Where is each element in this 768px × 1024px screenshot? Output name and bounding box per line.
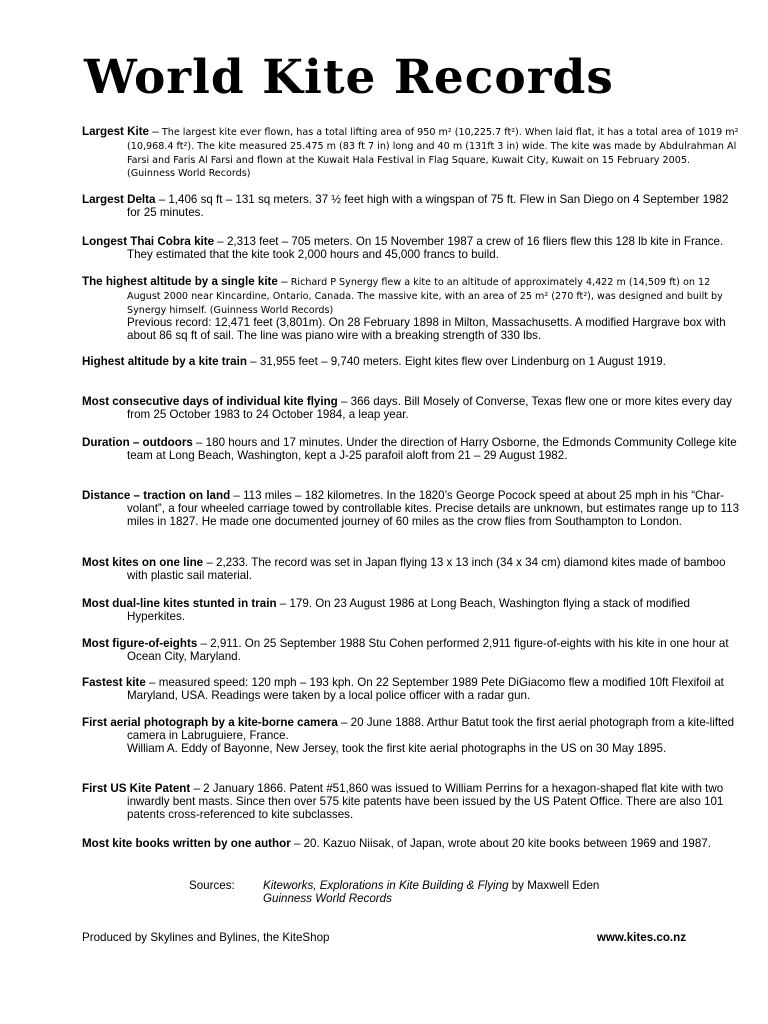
record-heading: Highest altitude by a kite train [82, 355, 247, 368]
record-heading: Most consecutive days of individual kite flying [82, 395, 338, 408]
record-text: 31,955 feet – 9,740 meters. Eight kites flew over Lindenburg on 1 August 1919. [259, 355, 666, 368]
record-heading: Most kites on one line [82, 556, 204, 569]
record-separator: – [290, 837, 304, 850]
record-extra-text: William A. Eddy of Bayonne, New Jersey, took the first kite aerial photographs in the US on 30 May 1895. [127, 741, 667, 755]
record-text: 179. On 23 August 1986 at Long Beach, Washington flying a stack of modified Hyperkites. [127, 597, 690, 623]
record-separator: – [214, 235, 227, 248]
record-entry [82, 557, 741, 583]
record-entry [82, 717, 741, 755]
sources-list [263, 880, 599, 906]
record-entry [82, 276, 741, 343]
record-text: 20 June 1888. Arthur Batut took the first aerial photograph from a kite-lifted camera in Labruguiere, France. [127, 716, 735, 742]
source-author: by Maxwell Eden [508, 879, 600, 892]
record-separator: – [190, 782, 204, 795]
record-text: 1,406 sq ft – 131 sq meters. 37 ½ feet high with a wingspan of 75 ft. Flew in San Diego on 4 September 1982 for 25 minutes. [127, 193, 729, 219]
source-book-title: Guinness World Records [263, 891, 392, 905]
record-entry [82, 490, 741, 528]
record-heading: Most figure-of-eights [82, 637, 198, 650]
record-extra-text: Previous record: 12,471 feet (3,801m). On 28 February 1898 in Milton, Massachusetts. A modified Hargrave box with about 86 sq ft of sail. The line was piano wire with a breaking strength of 330 lbs. [127, 316, 726, 343]
record-entry [82, 356, 741, 369]
record-entry [82, 236, 741, 262]
record-text: measured speed: 120 mph – 193 kph. On 22 September 1989 Pete DiGiacomo flew a modified 10ft Flexifoil at Maryland, USA. Readings were taken by a local police officer with a radar gun. [127, 676, 724, 702]
record-separator: – [192, 436, 206, 449]
record-text: 366 days. Bill Mosely of Converse, Texas flew one or more kites every day from 25 October 1983 to 24 October 1984, a leap year. [127, 395, 732, 421]
record-text: 2,911. On 25 September 1988 Stu Cohen performed 2,911 figure-of-eights with his kite in one hour at Ocean City, Maryland. [127, 637, 729, 663]
record-heading: Fastest kite [82, 676, 146, 689]
record-separator: – [246, 355, 260, 368]
record-separator: – [337, 395, 351, 408]
page-title: World Kite Records [84, 50, 614, 105]
record-separator: – [230, 489, 244, 502]
record-heading: Duration – outdoors [82, 436, 193, 449]
record-text: The largest kite ever flown, has a total lifting area of 950 m² (10,225.7 ft²). When laid flat, it has a total area of 1019 m² (10,968.4 ft²). The kite measured 25.475 m (83 ft 7 in) long and 40 m (131ft 3 in) wide. The kite was made by Abdulrahman Al Farsi and Faris Al Farsi and flown at the Kuwait Hala Festival in Flag Square, Kuwait City, Kuwait on 15 February 2005. (Guinness World Records) [127, 127, 739, 180]
record-text: 2,233. The record was set in Japan flying 13 x 13 inch (34 x 34 cm) diamond kites made of bamboo with plastic sail material. [127, 556, 726, 582]
record-entry [82, 783, 741, 821]
record-entry [82, 396, 741, 422]
record-separator: – [149, 125, 162, 138]
record-heading: First aerial photograph by a kite-borne camera [82, 716, 338, 729]
record-text: 113 miles – 182 kilometres. In the 1820’s George Pocock speed at about 25 mph in his “Char-volant”, a four wheeled carriage towed by controllable kites. Precise details are unknown, but estimates range up to 113 miles in 1827. He made one documented journey of 60 miles as the crow flies from Southampton to London. [127, 489, 740, 528]
record-entry [82, 437, 741, 463]
record-heading: Largest Kite [82, 125, 150, 138]
record-separator: – [277, 275, 291, 288]
sources-label: Sources: [189, 879, 235, 892]
record-entry [82, 677, 741, 703]
record-entry [82, 598, 741, 624]
record-text: 180 hours and 17 minutes. Under the direction of Harry Osborne, the Edmonds Community College kite team at Long Beach, Washington, kept a J-25 parafoil aloft from 21 – 29 August 1982. [127, 436, 737, 462]
record-text: 20. Kazuo Niisak, of Japan, wrote about 20 kite books between 1969 and 1987. [303, 837, 711, 850]
record-separator: – [145, 676, 159, 689]
record-heading: The highest altitude by a single kite [82, 275, 278, 288]
footer-credit: Produced by Skylines and Bylines, the KiteShop [82, 931, 330, 944]
record-entry [82, 638, 741, 664]
record-separator: – [197, 637, 211, 650]
record-text: 2 January 1866. Patent #51,860 was issued to William Perrins for a hexagon-shaped flat kite with two inwardly bent masts. Since then over 575 kite patents have been issued by the US Patent Office. There are also 101 patents cross-referenced to kite subclasses. [127, 782, 724, 821]
record-heading: Most dual-line kites stunted in train [82, 597, 277, 610]
record-separator: – [155, 193, 169, 206]
record-heading: First US Kite Patent [82, 782, 191, 795]
record-text: 2,313 feet – 705 meters. On 15 November 1987 a crew of 16 fliers flew this 128 lb kite in France. They estimated that the kite took 2,000 hours and 45,000 francs to build. [127, 235, 724, 261]
record-heading: Most kite books written by one author [82, 837, 291, 850]
record-separator: – [203, 556, 216, 569]
record-entry [82, 838, 741, 851]
record-heading: Distance – traction on land [82, 489, 231, 502]
source-item [263, 893, 599, 906]
record-separator: – [337, 716, 351, 729]
record-separator: – [276, 597, 290, 610]
record-entry [82, 126, 741, 181]
record-entry [82, 194, 741, 220]
record-heading: Largest Delta [82, 193, 156, 206]
record-heading: Longest Thai Cobra kite [82, 235, 215, 248]
source-book-title: Kiteworks, Explorations in Kite Building & Flying [263, 879, 509, 892]
record-text: Richard P Synergy flew a kite to an altitude of approximately 4,422 m (14,509 ft) on 12 August 2000 near Kincardine, Ontario, Canada. The massive kite, with an area of 25 m² (270 ft²), was designed and built by Synergy himself. (Guinness World Records) [127, 277, 723, 316]
footer-website-link[interactable]: www.kites.co.nz [596, 931, 686, 944]
